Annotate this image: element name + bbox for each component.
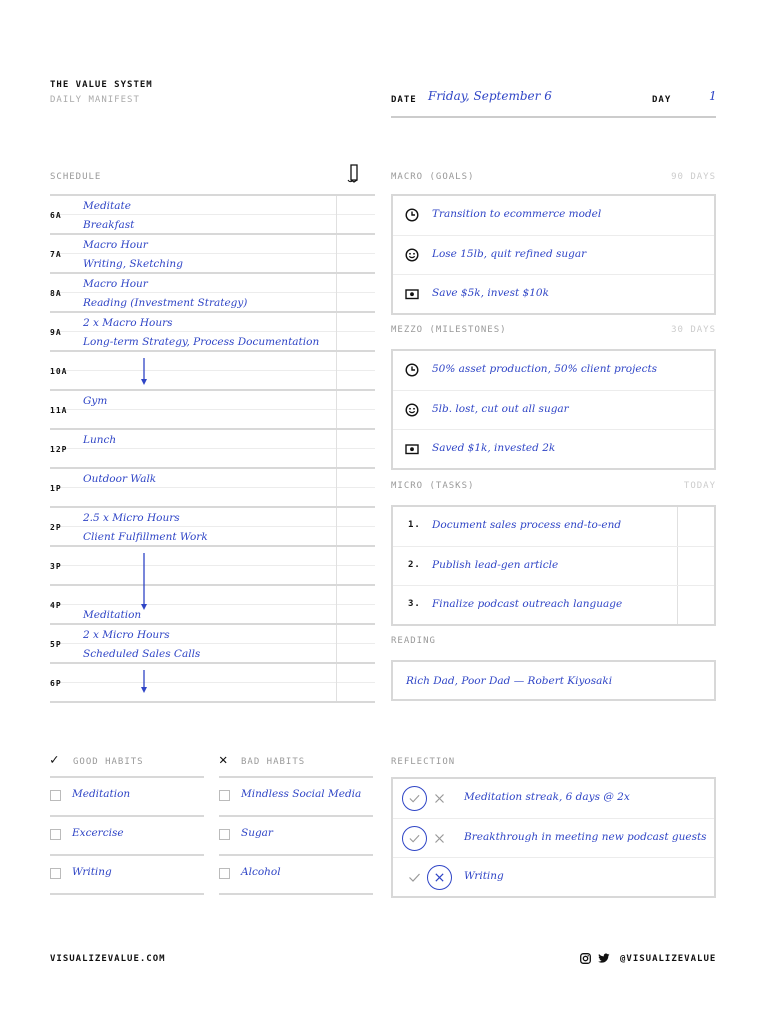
habit-checkbox[interactable] [50,829,61,840]
page-subtitle: DAILY MANIFEST [50,95,140,105]
cash-icon [405,442,419,456]
goal-text[interactable]: Transition to ecommerce model [432,208,602,220]
task-number: 1. [408,520,421,530]
macro-horizon: 90 DAYS [671,172,716,182]
schedule-entry[interactable]: 2 x Macro Hours [83,317,173,329]
schedule-time: 9A [50,328,62,337]
schedule-row[interactable] [50,194,375,233]
schedule-row[interactable] [50,662,375,701]
schedule-time: 10A [50,367,68,376]
good-habits-list [50,776,204,895]
close-icon[interactable] [427,826,452,851]
milestone-row[interactable] [393,351,714,390]
habit-text: Sugar [241,827,273,839]
habit-text: Alcohol [241,866,281,878]
day-label: DAY [652,95,672,105]
habit-text: Excercise [72,827,124,839]
schedule-entry[interactable]: Scheduled Sales Calls [83,648,201,660]
habit-checkbox[interactable] [50,790,61,801]
bad-habits-list [219,776,373,895]
schedule-entry[interactable]: Writing, Sketching [83,258,183,270]
milestone-text[interactable]: 50% asset production, 50% client projects [432,363,658,375]
schedule-time: 11A [50,406,68,415]
clock-icon [405,363,419,377]
reflection-row[interactable] [393,818,714,857]
schedule-row[interactable] [50,584,375,623]
schedule-row[interactable] [50,350,375,389]
cash-icon [405,287,419,301]
schedule-time: 7A [50,250,62,259]
goal-text[interactable]: Lose 15lb, quit refined sugar [432,248,587,260]
goal-row[interactable] [393,274,714,313]
schedule-row[interactable] [50,233,375,272]
micro-tasks-box [391,505,716,626]
close-icon[interactable] [427,865,452,890]
schedule-entry[interactable]: Outdoor Walk [83,473,157,485]
schedule-row[interactable] [50,623,375,662]
bad-habits-label: BAD HABITS [241,757,306,767]
date-label: DATE [391,95,417,105]
schedule-time: 12P [50,445,68,454]
habit-row[interactable] [219,856,373,895]
schedule-time: 6A [50,211,62,220]
schedule-time: 5P [50,640,62,649]
instagram-icon[interactable] [580,953,591,964]
task-text[interactable]: Finalize podcast outreach language [432,598,623,610]
schedule-entry[interactable]: Macro Hour [83,239,148,251]
schedule-entry[interactable]: Macro Hour [83,278,148,290]
habit-checkbox[interactable] [219,790,230,801]
reflection-row[interactable] [393,857,714,896]
reading-label: READING [391,636,436,646]
reflection-text[interactable]: Breakthrough in meeting new podcast guests [464,831,707,843]
macro-goals-box [391,194,716,315]
continue-arrow-icon [140,670,148,694]
schedule-entry[interactable]: Lunch [83,434,117,446]
reading-box[interactable] [391,660,716,701]
page-title: THE VALUE SYSTEM [50,80,153,90]
schedule-time: 6P [50,679,62,688]
good-habits-label: GOOD HABITS [73,757,144,767]
schedule-entry[interactable]: Meditate [83,200,131,212]
schedule-row[interactable] [50,272,375,311]
habit-row[interactable] [50,778,204,817]
task-row[interactable] [393,585,714,624]
schedule-entry[interactable]: 2 x Micro Hours [83,629,170,641]
check-icon[interactable] [402,826,427,851]
task-number: 2. [408,560,421,570]
habit-row[interactable] [50,817,204,856]
milestone-row[interactable] [393,429,714,468]
habit-text: Writing [72,866,112,878]
twitter-icon[interactable] [598,953,610,964]
schedule-row[interactable] [50,428,375,467]
schedule-row[interactable] [50,506,375,545]
schedule-time: 1P [50,484,62,493]
micro-horizon: TODAY [683,481,716,491]
schedule-time: 4P [50,601,62,610]
schedule-row[interactable] [50,467,375,506]
schedule-bottom-rule [50,701,375,703]
mezzo-label: MEZZO (MILESTONES) [391,325,507,335]
milestone-text[interactable]: 5lb. lost, cut out all sugar [432,403,569,415]
schedule-entry[interactable]: Meditation [83,609,142,621]
goal-text[interactable]: Save $5k, invest $10k [432,287,549,299]
check-icon[interactable] [402,786,427,811]
macro-label: MACRO (GOALS) [391,172,475,182]
habit-checkbox[interactable] [219,868,230,879]
milestone-text[interactable]: Saved $1k, invested 2k [432,442,556,454]
habit-row[interactable] [219,817,373,856]
schedule-row[interactable] [50,389,375,428]
reflection-row[interactable] [393,779,714,818]
goal-row[interactable] [393,196,714,235]
reading-text[interactable]: Rich Dad, Poor Dad — Robert Kiyosaki [406,675,613,687]
schedule-entry[interactable]: Reading (Investment Strategy) [83,297,248,309]
close-icon[interactable] [427,786,452,811]
task-row[interactable] [393,546,714,585]
schedule-label: SCHEDULE [50,172,102,182]
mezzo-horizon: 30 DAYS [671,325,716,335]
schedule-row[interactable] [50,311,375,350]
schedule-entry[interactable]: Long-term Strategy, Process Documentation [83,336,320,348]
micro-label: MICRO (TASKS) [391,481,475,491]
schedule-entry[interactable]: 2.5 x Micro Hours [83,512,180,524]
check-icon: ✓ [50,752,59,768]
continue-arrow-icon [140,358,148,386]
smiley-icon [405,248,419,262]
reflection-text[interactable]: Writing [464,870,504,882]
habit-checkbox[interactable] [219,829,230,840]
habit-text: Meditation [72,788,131,800]
schedule-time: 3P [50,562,62,571]
reflection-label: REFLECTION [391,757,456,767]
footer-handle[interactable]: @VISUALIZEVALUE [620,954,717,964]
schedule-time: 8A [50,289,62,298]
goal-row[interactable] [393,235,714,274]
task-row[interactable] [393,507,714,546]
task-text[interactable]: Document sales process end-to-end [432,519,622,531]
footer-site-link[interactable]: VISUALIZEVALUE.COM [50,954,166,964]
pen-icon[interactable] [346,163,362,183]
smiley-icon [405,403,419,417]
reflection-box [391,777,716,898]
schedule-entry[interactable]: Breakfast [83,219,135,231]
schedule-time: 2P [50,523,62,532]
habit-row[interactable] [219,778,373,817]
x-icon: ✕ [219,752,228,768]
schedule-entry[interactable]: Client Fulfillment Work [83,531,208,543]
mezzo-milestones-box [391,349,716,470]
task-number: 3. [408,599,421,609]
clock-icon [405,208,419,222]
task-text[interactable]: Publish lead-gen article [432,559,559,571]
schedule-entry[interactable]: Gym [83,395,108,407]
header-divider [391,116,716,118]
date-value[interactable]: Friday, September 6 [428,89,552,103]
habit-text: Mindless Social Media [241,788,362,800]
check-icon[interactable] [402,865,427,890]
schedule-grid [50,194,375,701]
continue-arrow-icon [140,553,148,611]
day-value[interactable]: 1 [709,89,717,103]
habit-row[interactable] [50,856,204,895]
reflection-text[interactable]: Meditation streak, 6 days @ 2x [464,791,630,803]
schedule-row[interactable] [50,545,375,584]
habit-checkbox[interactable] [50,868,61,879]
milestone-row[interactable] [393,390,714,429]
